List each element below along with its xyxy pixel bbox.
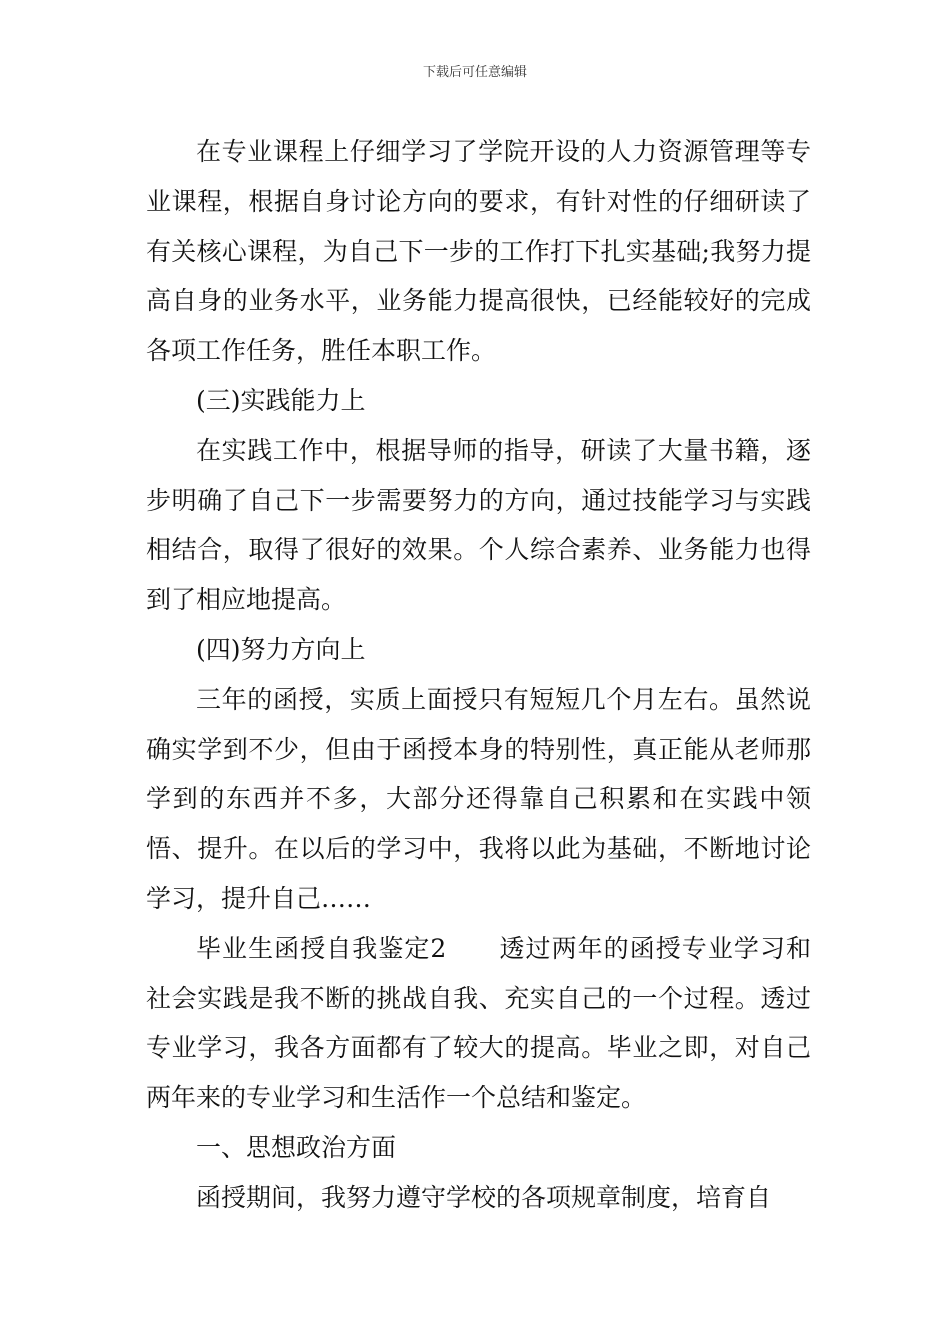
section-heading-direction: (四)努力方向上 [196, 634, 366, 664]
section-heading-practice: (三)实践能力上 [196, 385, 366, 415]
document-body [146, 127, 811, 1223]
paragraph-direction: 三年的函授，实质上面授只有短短几个月左右。虽然说确实学到不少，但由于函授本身的特别性，真正能从老师那学到的东西并不多，大部分还得靠自己积累和在实践中领悟、提升。在以后的学习中，我将以此为基础，不断地讨论学习，提升自己…… [146, 684, 811, 913]
page-header: 下载后可任意编辑 [422, 65, 527, 80]
paragraph-practice: 在实践工作中，根据导师的指导，研读了大量书籍，逐步明确了自己下一步需要努力的方向，通过技能学习与实践相结合，取得了很好的效果。个人综合素养、业务能力也得到了相应地提高。 [146, 435, 811, 615]
paragraph-ideology: 函授期间，我努力遵守学校的各项规章制度，培育自 [196, 1182, 772, 1212]
paragraph-self-assessment-2: 毕业生函授自我鉴定2 透过两年的函授专业学习和社会实践是我不断的挑战自我、充实自己的一个过程。透过专业学习，我各方面都有了较大的提高。毕业之即，对自己两年来的专业学习和生活作一个总结和鉴定。 [146, 933, 811, 1113]
paragraph-professional-courses: 在专业课程上仔细学习了学院开设的人力资源管理等专业课程，根据自身讨论方向的要求，有针对性的仔细研读了有关核心课程，为自己下一步的工作打下扎实基础;我努力提高自身的业务水平，业务能力提高很快，已经能较好的完成各项工作任务，胜任本职工作。 [146, 137, 811, 366]
section-heading-ideology: 一、思想政治方面 [196, 1132, 397, 1162]
